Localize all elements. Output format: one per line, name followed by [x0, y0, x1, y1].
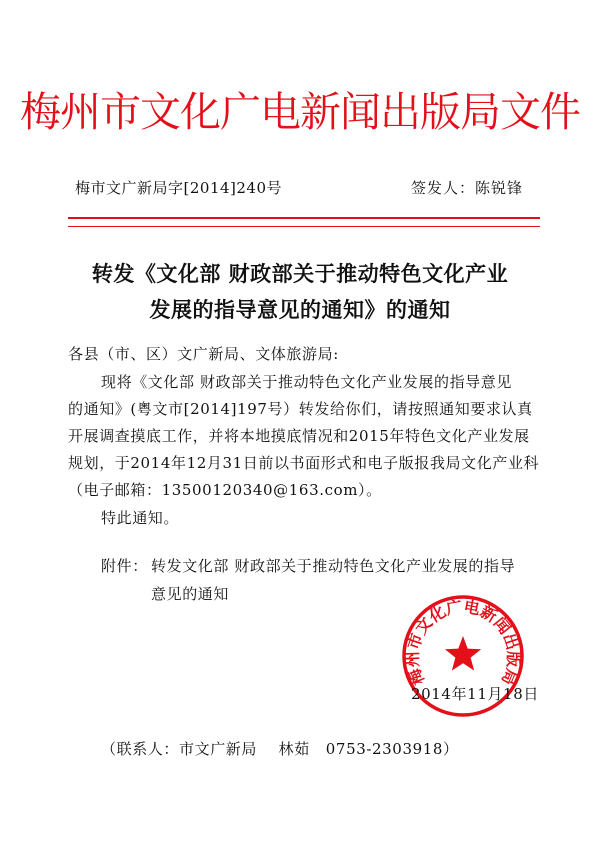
closing-line: 特此通知。	[101, 509, 180, 527]
paragraph-line: 现将《文化部 财政部关于推动特色文化产业发展的指导意见	[101, 373, 512, 391]
attachment-line-2: 意见的通知	[151, 585, 230, 603]
paragraph-line: 规划，于2014年12月31日前以书面形式和电子版报我局文化产业科	[68, 454, 540, 472]
attachment-label: 附件：	[101, 557, 148, 575]
document-number: 梅市文广新局字[2014]240号	[75, 179, 283, 197]
paragraph-line: （电子邮箱：13500120340@163.com）。	[68, 481, 382, 499]
document-masthead: 梅州市文化广电新闻出版局文件	[20, 88, 580, 136]
document-date: 2014年11月18日	[411, 685, 539, 703]
seal-star-icon	[445, 636, 481, 671]
paragraph-line: 开展调查摸底工作，并将本地摸底情况和2015年特色文化产业发展	[68, 427, 530, 445]
salutation: 各县（市、区）文广新局、文体旅游局:	[68, 345, 339, 363]
attachment-line-1: 转发文化部 财政部关于推动特色文化产业发展的指导	[151, 557, 516, 575]
contact-info: （联系人：市文广新局 林茹 0753-2303918）	[101, 740, 459, 758]
paragraph-line: 的通知》(粤文市[2014]197号）转发给你们，请按照通知要求认真	[68, 400, 533, 418]
document-title-line-1: 转发《文化部 财政部关于推动特色文化产业	[91, 261, 509, 286]
header-rule-bottom	[68, 226, 540, 227]
header-rule-top	[68, 217, 540, 219]
signer: 签发人：陈锐锋	[411, 179, 524, 197]
document-title-line-2: 发展的指导意见的通知》的通知	[149, 297, 451, 322]
seal-text: 梅州市文化广电新闻出版局	[402, 596, 524, 688]
